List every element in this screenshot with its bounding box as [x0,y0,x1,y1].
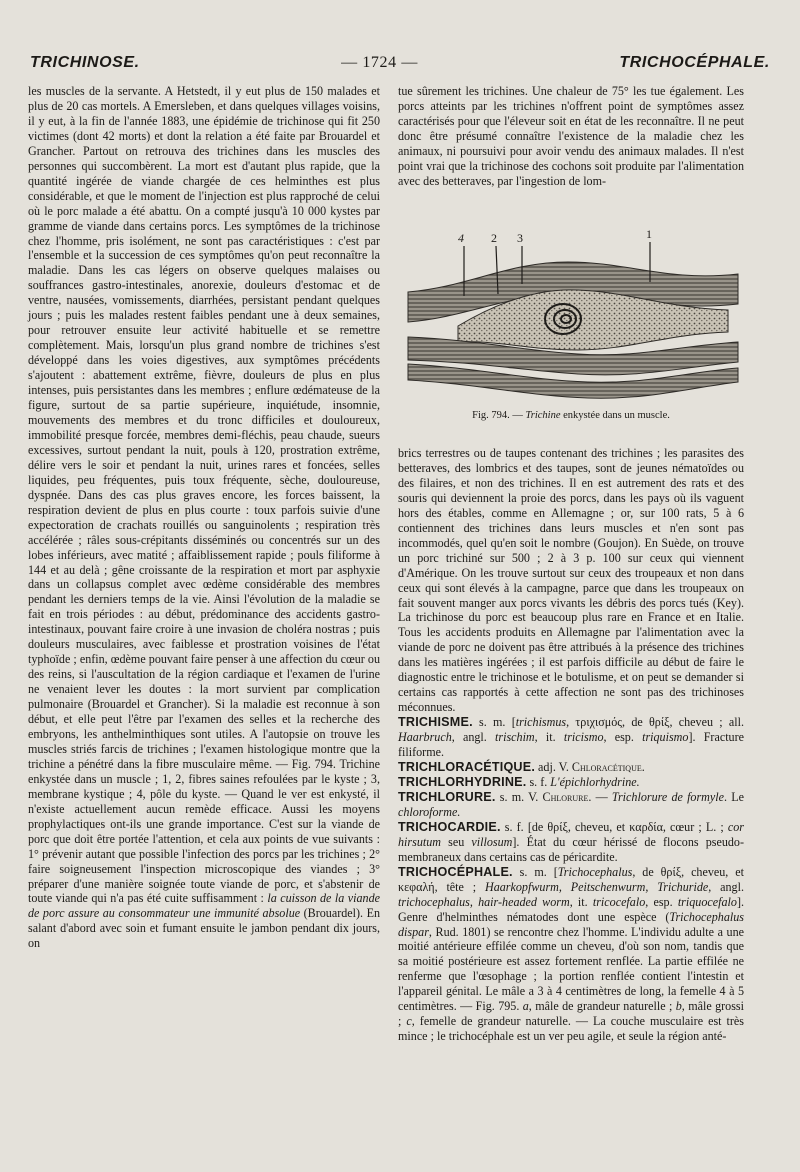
entry-trichloracetique: TRICHLORACÉTIQUE. adj. V. Chloracétique. [398,760,645,775]
label-2: 2 [491,231,497,245]
entry-trichlorure: TRICHLORURE. s. m. V. Chlorure. — Trichlorure de formyle. Le chloroforme. [398,789,744,819]
trichine-cyst-illustration [398,222,744,407]
page-number: — 1724 — [341,54,418,71]
figure-caption: Fig. 794. — Trichine enkystée dans un muscle. [472,410,670,421]
figure-794 [398,222,744,432]
page-header [30,50,770,76]
entry-trichlorhydrine: TRICHLORHYDRINE. s. f. L'épichlorhydrine. [398,774,640,789]
label-1: 1 [646,227,652,241]
header-left-term: TRICHINOSE. [30,54,140,71]
trichinose-text: les muscles de la servante. A Hetstedt, il y eut plus de 150 malades et plus de 20 cas mortels. A Emersleben, et dans quelques villages voisins, il y eut, à la fin de l'année 1883, une épidémie de trichinose qui fit 250 victimes (dont 42 morts) et dont la relation a été faite par Brouardel et Grancher. Partout on retrouva des trichines dans les muscles des personnes qui succombèrent. La mort est d'autant plus rapide, que la quantité ingérée de viande chargée de ces helminthes est plus considérable, et que le moment de l'injection est plus rapproché de celui où le porc malade a été abattu. On a compté jusqu'à 10 000 kystes par gramme de viande dans certains porcs. Les symptômes de la trichinose chez l'homme, pris isolément, ne sont pas caractéristiques : c'est par l'ensemble et la succession de ces symptômes qu'on peut reconnaître la maladie. Dans les cas légers on observe quelques malaises ou souffrances gastro-intestinales, anorexie, douleurs d'estomac et de ventre, nausées, vomissements, diarrhées, persistant pendant quelques jours ; puis les malades restent faibles pendant une à deux semaines, pour retrouver ensuite leur activité habituelle et se remettre complètement. Mais, lorsqu'un plus grand nombre de trichines s'est développé dans les voies digestives, aux symptômes précédents s'ajoutent : abattement extrême, fièvre, douleurs de plus en plus intenses, puis persistantes dans les membres ; enflure œdémateuse de la figure, surtout de sa partie supérieure, inquiétude, insomnie, mouvements des membres et du tronc difficiles et douloureux, immobilité presque forcée, membres demi-fléchis, peau chaude, sueurs excessives, surtout pendant la nuit, pouls à 120, prostration extrême, délire vers le soir et pendant la nuit, urines rares et foncées, selles liquides, peu fréquentes, puis toux fréquente, sèche, douloureuse, dyspnée. Dans des cas plus graves encore, les forces baissent, la respiration devient de plus en plus courte : toux parfois suivie d'une expectoration de crachats rouillés ou sanguinolents ; respiration très accélérée ; râles sous-crépitants disséminés ou concentrés sur un des lobes inférieurs, avec matité ; affaiblissement rapide ; pouls filiforme à 144 et au delà ; gêne croissante de la respiration et mort par asphyxie dans un collapsus complet avec œdème considérable des membres pendant les derniers temps de la vie. Ainsi l'évolution de la maladie se fait en trois périodes : au début, prédominance des accidents gastro-intestinaux, pouvant faire croire à une invasion de choléra nostras ; puis douleurs musculaires, avec faiblesse et prostration voisines de l'état typhoïde ; enfin, œdème pouvant faire penser à une affection du cœur ou des reins, si l'auscultation de la région cardiaque et l'examen de l'urine ne venaient lever les doutes : la mort survient par complication pulmonaire (Brouardel et Grancher). Si la maladie est reconnue à son début, et elle peut l'être par l'examen des selles et la recherche des embryons, les anthelminthiques sont utiles. A l'autopsie on trouve les muscles striés farcis de trichines ; l'examen histologique montre que la trichine a pénétré dans la fibre musculaire même. — Fig. 794. Trichine enkystée dans un muscle ; 1, 2, fibres saines refoulées par le kyste ; 3, membrane kystique ; 4, pôle du kyste. — Quand le ver est enkysté, il n'existe actuellement aucun remède efficace. Aussi les moyens prophylactiques ont-ils une grande importance. C'est sur la viande de porc que doit être portée l'attention, et cela aux points de vue suivants : 1° prévenir autant que possible l'infection des porcs par les trichines ; 2° faire soigneusement l'inspection microscopique des viandes ; 3° préparer d'une manière soignée toute viande de porc, et s'abstenir de toute viande qui n'a pas été cuite suffisamment : la cuisson de la viande de porc assure au consommateur une immunité absolue (Brouardel). En salant d'abord avec soin et fumant ensuite le jambon pendant dix jours, on [28,84,381,951]
right-column-top [398,84,744,189]
label-4: 4 [458,231,464,245]
right-column-bottom [398,446,744,1044]
entry-trichisme: TRICHISME. s. m. [trichismus, τριχισμός, de θρίξ, cheveu ; all. Haarbruch, angl. trischim, it. tricismo, esp. triquismo]. Fracture filiforme. [398,715,744,760]
trichinose-continuation-2: brics terrestres ou de taupes contenant des trichines ; les parasites des betteraves, des lombrics et des taupes, sont de jeunes nématoïdes ou des filaires, et non des trichines. Il en est autrement des rats et des souris qui deviennent la proie des porcs, dans les pays où ils vaguent hors des étables, comme en Allemagne ; or, sur 100 rats, 5 à 6 contiennent des trichines dans leurs muscles et n'en sont pas incommodés, quel qu'en soit le nombre (Goujon). En Suède, on trouve un porc trichiné sur 500 ; 2 à 3 p. 100 sur ceux qui viennent d'Amérique. On les trouve surtout sur ceux des troupeaux et non dans ceux qui sont élevés à la campagne, parce que dans les troupeaux on fait souvent manger aux porcs vivants les débris des porcs tués (Key). La trichinose du porc est beaucoup plus rare en France et en Italie. Tous les accidents produits en Allemagne par l'alimentation avec la viande de porc ne doivent pas être attribués à la présence des trichines dans les matières ingérées ; il est parfois difficile au début de faire le diagnostic entre le trichinose et le botulisme, et on peut se demander si certains cas rapportés à cette affection ne sont pas des trichinoses méconnues. [398,446,744,715]
entry-trichocardie: TRICHOCARDIE. s. f. [de θρίξ, cheveu, et καρδία, cœur ; L. ; cor hirsutum seu villosum]. État du cœur hérissé de flocons pseudo-membraneux dans certains cas de péricardite. [398,819,744,864]
left-column [28,84,380,951]
trichinose-continuation: tue sûrement les trichines. Une chaleur de 75° les tue également. Les porcs atteints par les trichines n'offrent point de symptômes assez caractérisés pour que l'éleveur soit en état de les reconnaître. Il ne peut donc être présumé connaître l'existence de la maladie chez les animaux, ni poursuivi pour avoir vendu des animaux malades. Il n'est point vrai que la trichinose des cochons soit produite par l'alimentation avec des betteraves, par l'ingestion de lom- [398,84,744,188]
entry-trichocephale: TRICHOCÉPHALE. s. m. [Trichocephalus, de θρίξ, cheveu, et κεφαλή, tête ; Haarkopfwurm, Peitschenwurm, Trichuride, angl. trichocephalus, hair-headed worm, it. tricocefalo, esp. triquocefalo]. Genre d'helminthes nématodes dont une espèce (Trichocephalus dispar, Rud. 1801) se rencontre chez l'homme. L'individu adulte a une moitié antérieure effilée comme un cheveu, d'où son nom, tandis que sa moitié postérieure est assez fortement renflée. La partie effilée ne renferme que l'œsophage ; la portion renflée contient l'intestin et l'appareil génital. Le mâle a 3 à 4 centimètres de long, la femelle 4 à 5 centimètres. — Fig. 795. a, mâle de grandeur naturelle ; b, mâle grossi ; c, femelle de grandeur naturelle. — La couche musculaire est très mince ; le trichocéphale est un ver peu agile, et seule la région anté- [398,864,744,1044]
header-right-term: TRICHOCÉPHALE. [619,54,770,71]
label-3: 3 [517,231,523,245]
